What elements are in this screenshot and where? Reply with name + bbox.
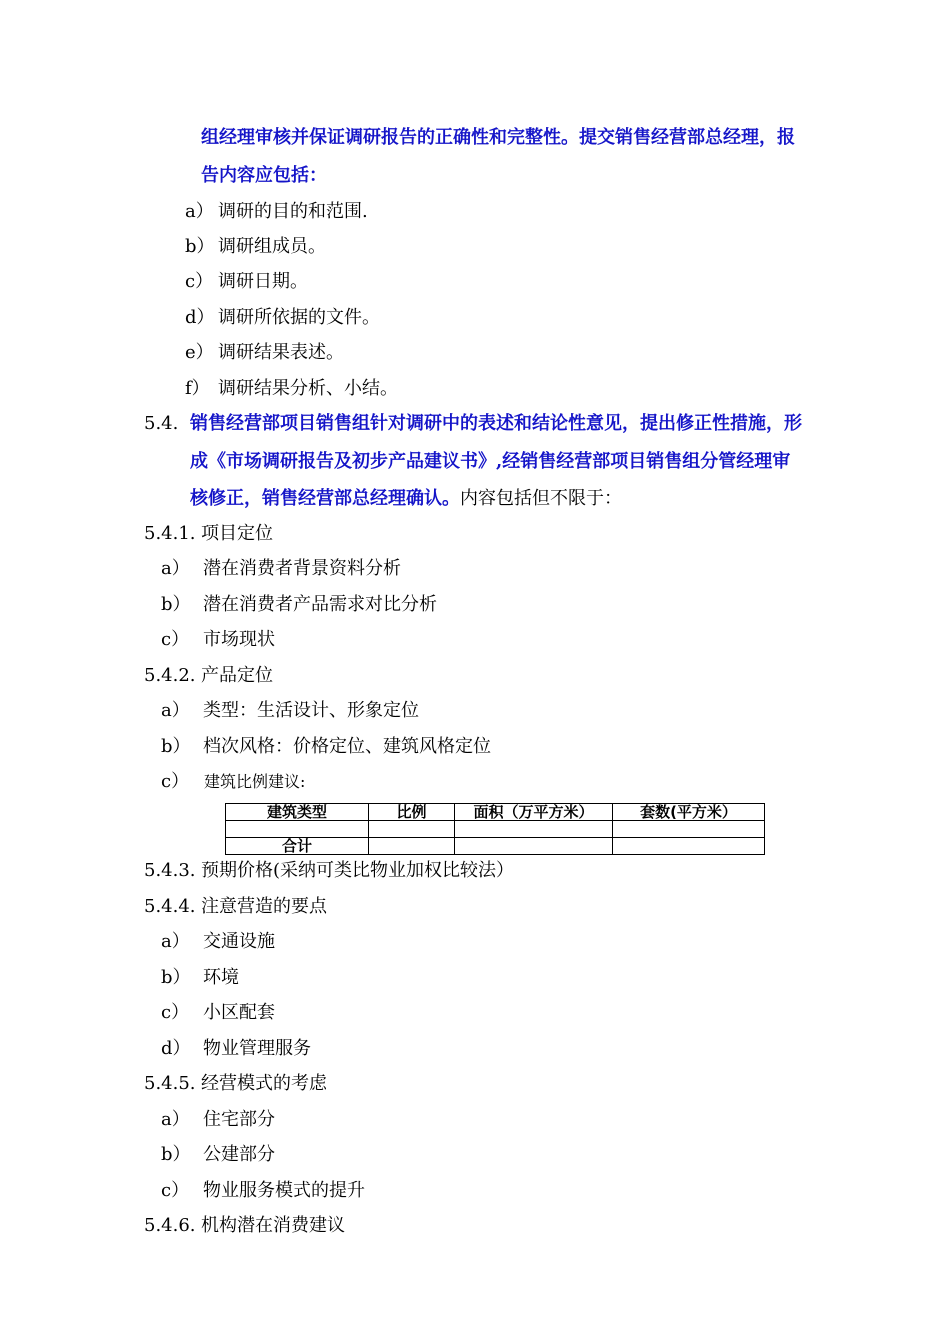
list-item: c） 市场现状 [161,629,275,650]
intro-line-2: 告内容应包括： [201,165,327,186]
table-cell [226,821,369,838]
list-item: a） 调研的目的和范围. [185,201,368,222]
list-item: b） 档次风格：价格定位、建筑风格定位 [161,736,491,757]
intro-line-1: 组经理审核并保证调研报告的正确性和完整性。提交销售经营部总经理，报 [201,127,795,148]
list-item: c） 建筑比例建议: [161,771,306,792]
list-item: b） 公建部分 [161,1144,275,1165]
section-5-4-6-heading: 5.4.6. 机构潜在消费建议 [144,1215,345,1236]
table-cell [613,821,765,838]
list-item: d） 物业管理服务 [161,1038,311,1059]
table-cell [369,821,455,838]
list-item: b） 调研组成员。 [185,236,326,257]
list-item: a） 类型：生活设计、形象定位 [161,700,419,721]
list-item: f） 调研结果分析、小结。 [185,378,398,399]
section-5-4-line-3: 核修正，销售经营部总经理确认。内容包括但不限于： [190,488,622,509]
table-cell [613,838,765,855]
list-item: b） 潜在消费者产品需求对比分析 [161,594,437,615]
section-5-4-1-heading: 5.4.1. 项目定位 [144,523,273,544]
list-item: a） 潜在消费者背景资料分析 [161,558,401,579]
table-cell [455,821,613,838]
table-header-cell: 建筑类型 [226,804,369,821]
section-5-4-3-heading: 5.4.3. 预期价格(采纳可类比物业加权比较法） [144,860,515,881]
table-header-row [226,804,765,821]
table-header-cell: 面积（万平方米） [455,804,613,821]
list-item: c） 调研日期。 [185,271,308,292]
list-item: e） 调研结果表述。 [185,342,344,363]
list-item: c） 小区配套 [161,1002,275,1023]
table-header-cell: 比例 [369,804,455,821]
table-total-row [226,838,765,855]
table-header-cell: 套数(平方米） [613,804,765,821]
building-ratio-table [225,803,765,855]
section-5-4-2-heading: 5.4.2. 产品定位 [144,665,273,686]
list-item: c） 物业服务模式的提升 [161,1180,365,1201]
section-5-4-5-heading: 5.4.5. 经营模式的考虑 [144,1073,327,1094]
list-item: d） 调研所依据的文件。 [185,307,380,328]
list-item: a） 交通设施 [161,931,275,952]
section-5-4-number: 5.4. [144,413,179,434]
table-total-label: 合计 [226,838,369,855]
list-item: a） 住宅部分 [161,1109,275,1130]
table-cell [369,838,455,855]
section-5-4-line-1: 销售经营部项目销售组针对调研中的表述和结论性意见，提出修正性措施，形 [190,413,802,434]
table-cell [455,838,613,855]
section-5-4-4-heading: 5.4.4. 注意营造的要点 [144,896,327,917]
section-5-4-line-2: 成《市场调研报告及初步产品建议书》,经销售经营部项目销售组分管经理审 [190,451,791,472]
list-item: b） 环境 [161,967,239,988]
table-row [226,821,765,838]
